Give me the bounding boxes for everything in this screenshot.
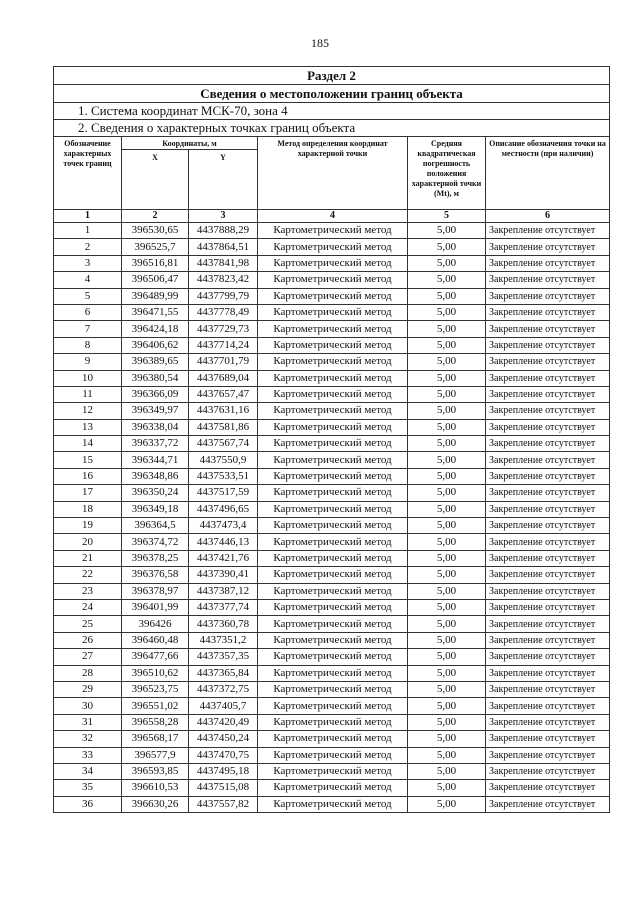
table-row [54, 354, 610, 370]
description-cell: Закрепление отсутствует [486, 239, 610, 255]
error-cell: 5,00 [408, 747, 486, 763]
method-cell: Картометрический метод [258, 780, 408, 796]
error-cell: 5,00 [408, 452, 486, 468]
y-coordinate: 4437351,2 [189, 632, 258, 648]
error-cell: 5,00 [408, 354, 486, 370]
x-coordinate: 396577,9 [122, 747, 189, 763]
table-row [54, 485, 610, 501]
point-number: 15 [54, 452, 122, 468]
x-coordinate: 396551,02 [122, 698, 189, 714]
method-cell: Картометрический метод [258, 518, 408, 534]
point-number: 8 [54, 337, 122, 353]
description-cell: Закрепление отсутствует [486, 714, 610, 730]
x-coordinate: 396349,97 [122, 403, 189, 419]
description-cell: Закрепление отсутствует [486, 288, 610, 304]
description-cell: Закрепление отсутствует [486, 567, 610, 583]
point-number: 3 [54, 255, 122, 271]
y-coordinate: 4437557,82 [189, 796, 258, 812]
table-row [54, 714, 610, 730]
point-number: 25 [54, 616, 122, 632]
error-cell: 5,00 [408, 714, 486, 730]
point-number: 10 [54, 370, 122, 386]
error-cell: 5,00 [408, 665, 486, 681]
x-coordinate: 396366,09 [122, 386, 189, 402]
y-coordinate: 4437446,13 [189, 534, 258, 550]
method-cell: Картометрический метод [258, 714, 408, 730]
x-coordinate: 396350,24 [122, 485, 189, 501]
point-number: 23 [54, 583, 122, 599]
point-number: 26 [54, 632, 122, 648]
table-row [54, 763, 610, 779]
header-description: Описание обозначения точки на местности (при наличии) [486, 137, 610, 210]
table-row [54, 223, 610, 239]
table-row [54, 665, 610, 681]
point-number: 4 [54, 272, 122, 288]
x-coordinate: 396426 [122, 616, 189, 632]
y-coordinate: 4437778,49 [189, 304, 258, 320]
y-coordinate: 4437360,78 [189, 616, 258, 632]
method-cell: Картометрический метод [258, 223, 408, 239]
description-cell: Закрепление отсутствует [486, 403, 610, 419]
coordinate-system-item: 1. Система координат МСК-70, зона 4 [54, 103, 610, 120]
method-cell: Картометрический метод [258, 550, 408, 566]
point-number: 9 [54, 354, 122, 370]
error-cell: 5,00 [408, 518, 486, 534]
method-cell: Картометрический метод [258, 681, 408, 697]
table-row [54, 419, 610, 435]
section-title: Раздел 2 [54, 67, 610, 85]
description-cell: Закрепление отсутствует [486, 272, 610, 288]
table-row [54, 255, 610, 271]
description-cell: Закрепление отсутствует [486, 468, 610, 484]
table-row [54, 616, 610, 632]
table-row [54, 321, 610, 337]
y-coordinate: 4437390,41 [189, 567, 258, 583]
column-number: 5 [408, 210, 486, 223]
point-number: 33 [54, 747, 122, 763]
point-number: 19 [54, 518, 122, 534]
y-coordinate: 4437420,49 [189, 714, 258, 730]
description-cell: Закрепление отсутствует [486, 649, 610, 665]
method-cell: Картометрический метод [258, 419, 408, 435]
x-coordinate: 396489,99 [122, 288, 189, 304]
x-coordinate: 396506,47 [122, 272, 189, 288]
method-cell: Картометрический метод [258, 632, 408, 648]
y-coordinate: 4437657,47 [189, 386, 258, 402]
x-coordinate: 396525,7 [122, 239, 189, 255]
y-coordinate: 4437473,4 [189, 518, 258, 534]
x-coordinate: 396510,62 [122, 665, 189, 681]
method-cell: Картометрический метод [258, 436, 408, 452]
point-number: 11 [54, 386, 122, 402]
method-cell: Картометрический метод [258, 616, 408, 632]
y-coordinate: 4437357,35 [189, 649, 258, 665]
y-coordinate: 4437550,9 [189, 452, 258, 468]
error-cell: 5,00 [408, 419, 486, 435]
x-coordinate: 396424,18 [122, 321, 189, 337]
point-number: 7 [54, 321, 122, 337]
table-row [54, 780, 610, 796]
table-row [54, 337, 610, 353]
column-number-row [54, 210, 610, 223]
description-cell: Закрепление отсутствует [486, 255, 610, 271]
point-number: 12 [54, 403, 122, 419]
error-cell: 5,00 [408, 272, 486, 288]
error-cell: 5,00 [408, 763, 486, 779]
table-row [54, 304, 610, 320]
y-coordinate: 4437496,65 [189, 501, 258, 517]
point-number: 5 [54, 288, 122, 304]
y-coordinate: 4437515,08 [189, 780, 258, 796]
method-cell: Картометрический метод [258, 239, 408, 255]
method-cell: Картометрический метод [258, 534, 408, 550]
description-cell: Закрепление отсутствует [486, 223, 610, 239]
table-row [54, 272, 610, 288]
header-method: Метод определения координат характерной точки [258, 137, 408, 210]
table-row [54, 403, 610, 419]
x-coordinate: 396376,58 [122, 567, 189, 583]
x-coordinate: 396523,75 [122, 681, 189, 697]
method-cell: Картометрический метод [258, 304, 408, 320]
error-cell: 5,00 [408, 534, 486, 550]
error-cell: 5,00 [408, 780, 486, 796]
table-row [54, 681, 610, 697]
error-cell: 5,00 [408, 583, 486, 599]
header-error: Средняя квадратическая погрешность положения характерной точки (Mt), м [408, 137, 486, 210]
header-y: Y [189, 150, 258, 210]
error-cell: 5,00 [408, 255, 486, 271]
y-coordinate: 4437823,42 [189, 272, 258, 288]
point-number: 21 [54, 550, 122, 566]
method-cell: Картометрический метод [258, 255, 408, 271]
table-row [54, 583, 610, 599]
error-cell: 5,00 [408, 501, 486, 517]
y-coordinate: 4437581,86 [189, 419, 258, 435]
x-coordinate: 396460,48 [122, 632, 189, 648]
method-cell: Картометрический метод [258, 370, 408, 386]
method-cell: Картометрический метод [258, 337, 408, 353]
error-cell: 5,00 [408, 599, 486, 615]
header-coordinates: Координаты, м [122, 137, 258, 150]
error-cell: 5,00 [408, 616, 486, 632]
x-coordinate: 396338,04 [122, 419, 189, 435]
description-cell: Закрепление отсутствует [486, 763, 610, 779]
y-coordinate: 4437864,51 [189, 239, 258, 255]
error-cell: 5,00 [408, 698, 486, 714]
table-row [54, 534, 610, 550]
y-coordinate: 4437405,7 [189, 698, 258, 714]
column-number: 3 [189, 210, 258, 223]
description-cell: Закрепление отсутствует [486, 370, 610, 386]
table-row [54, 452, 610, 468]
description-cell: Закрепление отсутствует [486, 550, 610, 566]
description-cell: Закрепление отсутствует [486, 665, 610, 681]
y-coordinate: 4437372,75 [189, 681, 258, 697]
method-cell: Картометрический метод [258, 288, 408, 304]
x-coordinate: 396344,71 [122, 452, 189, 468]
point-number: 29 [54, 681, 122, 697]
y-coordinate: 4437517,59 [189, 485, 258, 501]
column-number: 6 [486, 210, 610, 223]
error-cell: 5,00 [408, 468, 486, 484]
x-coordinate: 396378,25 [122, 550, 189, 566]
point-number: 36 [54, 796, 122, 812]
method-cell: Картометрический метод [258, 452, 408, 468]
description-cell: Закрепление отсутствует [486, 304, 610, 320]
boundary-points-table [53, 66, 610, 813]
error-cell: 5,00 [408, 288, 486, 304]
x-coordinate: 396374,72 [122, 534, 189, 550]
column-number: 4 [258, 210, 408, 223]
table-row [54, 567, 610, 583]
x-coordinate: 396568,17 [122, 731, 189, 747]
error-cell: 5,00 [408, 321, 486, 337]
x-coordinate: 396558,28 [122, 714, 189, 730]
table-row [54, 796, 610, 812]
y-coordinate: 4437421,76 [189, 550, 258, 566]
method-cell: Картометрический метод [258, 649, 408, 665]
point-number: 13 [54, 419, 122, 435]
method-cell: Картометрический метод [258, 272, 408, 288]
description-cell: Закрепление отсутствует [486, 354, 610, 370]
header-x: X [122, 150, 189, 210]
error-cell: 5,00 [408, 403, 486, 419]
description-cell: Закрепление отсутствует [486, 583, 610, 599]
error-cell: 5,00 [408, 239, 486, 255]
point-number: 22 [54, 567, 122, 583]
point-number: 27 [54, 649, 122, 665]
method-cell: Картометрический метод [258, 354, 408, 370]
point-number: 6 [54, 304, 122, 320]
x-coordinate: 396406,62 [122, 337, 189, 353]
method-cell: Картометрический метод [258, 485, 408, 501]
x-coordinate: 396389,65 [122, 354, 189, 370]
point-number: 28 [54, 665, 122, 681]
section-subtitle: Сведения о местоположении границ объекта [54, 85, 610, 103]
x-coordinate: 396364,5 [122, 518, 189, 534]
method-cell: Картометрический метод [258, 583, 408, 599]
table-row [54, 239, 610, 255]
error-cell: 5,00 [408, 436, 486, 452]
error-cell: 5,00 [408, 649, 486, 665]
error-cell: 5,00 [408, 337, 486, 353]
error-cell: 5,00 [408, 304, 486, 320]
y-coordinate: 4437387,12 [189, 583, 258, 599]
description-cell: Закрепление отсутствует [486, 501, 610, 517]
description-cell: Закрепление отсутствует [486, 747, 610, 763]
point-number: 35 [54, 780, 122, 796]
table-row [54, 698, 610, 714]
y-coordinate: 4437841,98 [189, 255, 258, 271]
y-coordinate: 4437365,84 [189, 665, 258, 681]
y-coordinate: 4437377,74 [189, 599, 258, 615]
description-cell: Закрепление отсутствует [486, 534, 610, 550]
error-cell: 5,00 [408, 731, 486, 747]
y-coordinate: 4437714,24 [189, 337, 258, 353]
table-row [54, 649, 610, 665]
y-coordinate: 4437888,29 [189, 223, 258, 239]
point-number: 2 [54, 239, 122, 255]
error-cell: 5,00 [408, 223, 486, 239]
x-coordinate: 396477,66 [122, 649, 189, 665]
point-number: 24 [54, 599, 122, 615]
x-coordinate: 396337,72 [122, 436, 189, 452]
description-cell: Закрепление отсутствует [486, 452, 610, 468]
method-cell: Картометрический метод [258, 731, 408, 747]
method-cell: Картометрический метод [258, 665, 408, 681]
table-row [54, 386, 610, 402]
point-number: 30 [54, 698, 122, 714]
page-number: 185 [311, 36, 329, 50]
description-cell: Закрепление отсутствует [486, 518, 610, 534]
method-cell: Картометрический метод [258, 321, 408, 337]
description-cell: Закрепление отсутствует [486, 698, 610, 714]
y-coordinate: 4437567,74 [189, 436, 258, 452]
y-coordinate: 4437701,79 [189, 354, 258, 370]
table-row [54, 468, 610, 484]
column-number: 1 [54, 210, 122, 223]
point-number: 1 [54, 223, 122, 239]
error-cell: 5,00 [408, 681, 486, 697]
x-coordinate: 396349,18 [122, 501, 189, 517]
point-number: 18 [54, 501, 122, 517]
description-cell: Закрепление отсутствует [486, 485, 610, 501]
y-coordinate: 4437729,73 [189, 321, 258, 337]
x-coordinate: 396401,99 [122, 599, 189, 615]
method-cell: Картометрический метод [258, 763, 408, 779]
y-coordinate: 4437533,51 [189, 468, 258, 484]
error-cell: 5,00 [408, 796, 486, 812]
table-row [54, 731, 610, 747]
y-coordinate: 4437495,18 [189, 763, 258, 779]
y-coordinate: 4437689,04 [189, 370, 258, 386]
header-point-designation: Обозначение характерных точек границ [54, 137, 122, 210]
method-cell: Картометрический метод [258, 386, 408, 402]
table-row [54, 599, 610, 615]
table-row [54, 501, 610, 517]
point-number: 14 [54, 436, 122, 452]
point-number: 31 [54, 714, 122, 730]
description-cell: Закрепление отсутствует [486, 599, 610, 615]
column-number: 2 [122, 210, 189, 223]
description-cell: Закрепление отсутствует [486, 780, 610, 796]
y-coordinate: 4437631,16 [189, 403, 258, 419]
description-cell: Закрепление отсутствует [486, 632, 610, 648]
characteristic-points-item: 2. Сведения о характерных точках границ объекта [54, 120, 610, 137]
description-cell: Закрепление отсутствует [486, 419, 610, 435]
description-cell: Закрепление отсутствует [486, 436, 610, 452]
description-cell: Закрепление отсутствует [486, 731, 610, 747]
table-row [54, 370, 610, 386]
x-coordinate: 396380,54 [122, 370, 189, 386]
point-number: 20 [54, 534, 122, 550]
table-row [54, 436, 610, 452]
method-cell: Картометрический метод [258, 468, 408, 484]
point-number: 17 [54, 485, 122, 501]
description-cell: Закрепление отсутствует [486, 337, 610, 353]
error-cell: 5,00 [408, 567, 486, 583]
table-row [54, 747, 610, 763]
method-cell: Картометрический метод [258, 599, 408, 615]
error-cell: 5,00 [408, 632, 486, 648]
description-cell: Закрепление отсутствует [486, 386, 610, 402]
description-cell: Закрепление отсутствует [486, 796, 610, 812]
description-cell: Закрепление отсутствует [486, 616, 610, 632]
x-coordinate: 396610,53 [122, 780, 189, 796]
point-number: 32 [54, 731, 122, 747]
table-row [54, 632, 610, 648]
y-coordinate: 4437450,24 [189, 731, 258, 747]
x-coordinate: 396530,65 [122, 223, 189, 239]
table-row [54, 288, 610, 304]
error-cell: 5,00 [408, 485, 486, 501]
method-cell: Картометрический метод [258, 796, 408, 812]
error-cell: 5,00 [408, 386, 486, 402]
x-coordinate: 396378,97 [122, 583, 189, 599]
x-coordinate: 396471,55 [122, 304, 189, 320]
y-coordinate: 4437799,79 [189, 288, 258, 304]
point-number: 16 [54, 468, 122, 484]
table-row [54, 518, 610, 534]
x-coordinate: 396516,81 [122, 255, 189, 271]
method-cell: Картометрический метод [258, 501, 408, 517]
error-cell: 5,00 [408, 550, 486, 566]
description-cell: Закрепление отсутствует [486, 681, 610, 697]
x-coordinate: 396630,26 [122, 796, 189, 812]
method-cell: Картометрический метод [258, 403, 408, 419]
method-cell: Картометрический метод [258, 567, 408, 583]
x-coordinate: 396348,86 [122, 468, 189, 484]
point-number: 34 [54, 763, 122, 779]
y-coordinate: 4437470,75 [189, 747, 258, 763]
method-cell: Картометрический метод [258, 747, 408, 763]
error-cell: 5,00 [408, 370, 486, 386]
x-coordinate: 396593,85 [122, 763, 189, 779]
method-cell: Картометрический метод [258, 698, 408, 714]
description-cell: Закрепление отсутствует [486, 321, 610, 337]
table-row [54, 550, 610, 566]
